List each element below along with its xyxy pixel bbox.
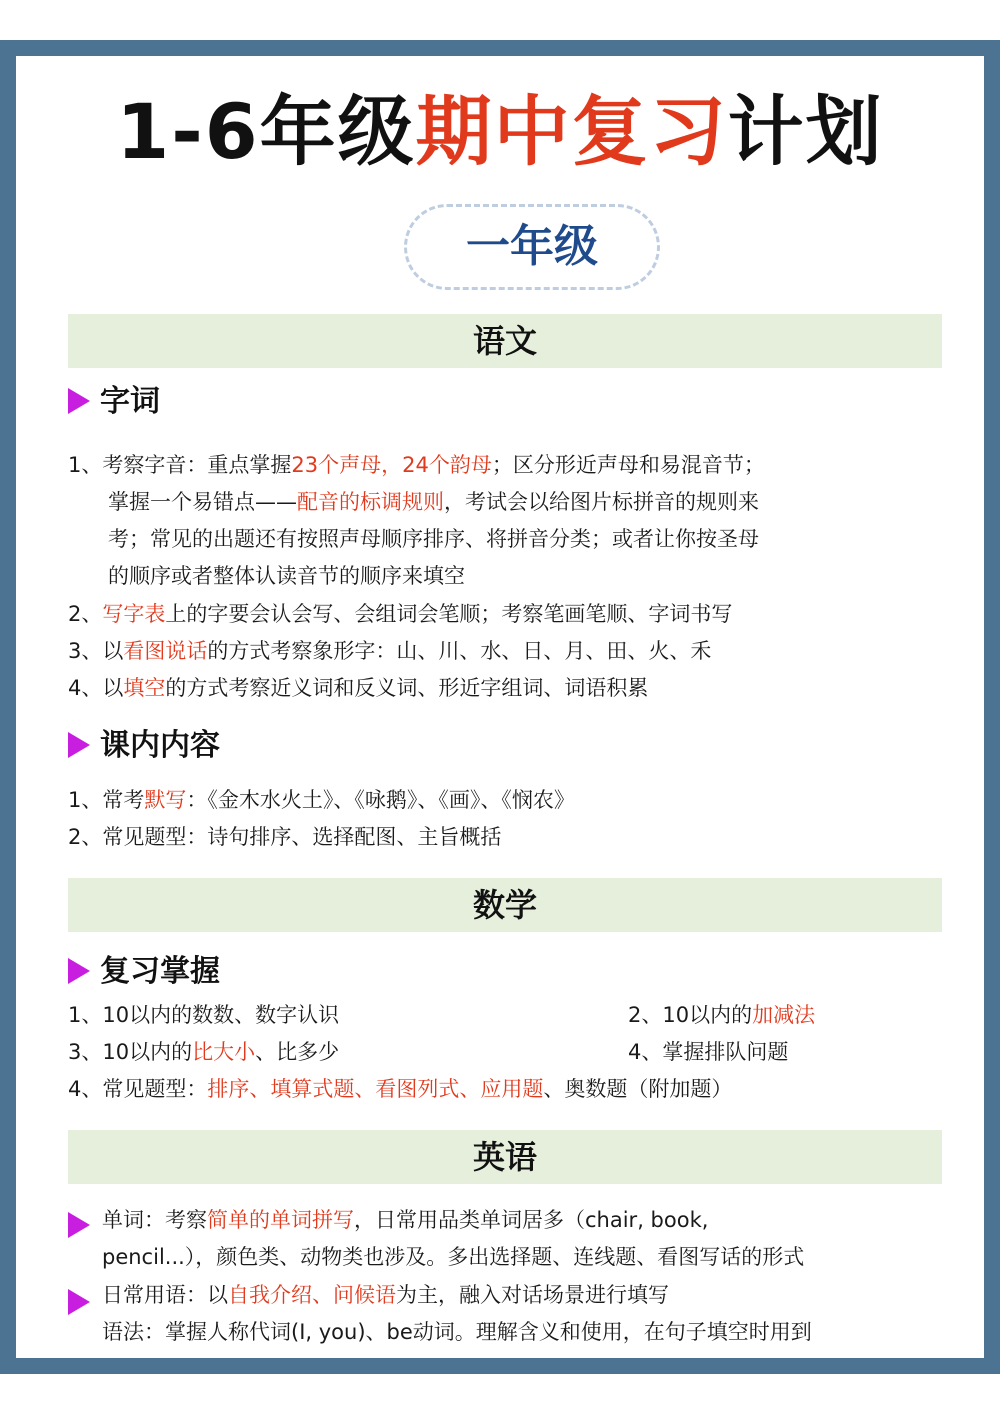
text: 、奥数题（附加题） [543,1077,733,1101]
list-item [68,636,711,666]
list-item: 4、掌握排队问题 [628,1040,789,1064]
list-item [68,785,575,815]
text: 单词：考察 [102,1208,207,1232]
triangle-bullet-icon [68,388,90,414]
highlight: 自我介绍、问候语 [228,1283,396,1307]
highlight: 写字表 [102,602,166,626]
subheading-label: 复习掌握 [100,954,220,989]
text: 的方式考察象形字：山、川、水、日、月、田、火、禾 [207,639,712,663]
subheading-label: 课内内容 [100,728,220,763]
list-item [102,1205,708,1235]
text: 上的字要会认会写、会组词会笔顺；考察笔画笔顺、字词书写 [165,602,733,626]
text: 掌握一个易错点—— [108,490,297,514]
subheading-zici [68,382,160,422]
list-item [68,1037,339,1067]
text: 1、常考 [68,788,145,812]
page-title [16,84,984,180]
section-header-chinese: 语文 [68,314,942,368]
grade-badge: 一年级 [404,204,660,290]
text: 日常用语：以 [102,1283,228,1307]
triangle-bullet-icon [68,732,90,758]
list-item-continued [108,487,759,517]
section-header-math: 数学 [68,878,942,932]
triangle-bullet-icon [68,958,90,984]
text: 、比多少 [255,1040,340,1064]
text: 3、以 [68,639,124,663]
highlight: 23个声母，24个韵母 [291,453,492,477]
title-part-review: 期中复习 [415,87,728,176]
highlight: 加减法 [752,1003,816,1027]
title-part-plan: 计划 [727,87,884,176]
highlight: 排序、填算式题、看图列式、应用题 [207,1077,544,1101]
list-item [68,599,732,629]
text: 4、以 [68,676,124,700]
text: ，日常用品类单词居多（chair, book, [354,1208,709,1232]
highlight: 看图说话 [123,639,208,663]
list-item-continued: 考；常见的出题还有按照声母顺序排序、将拼音分类；或者让你按圣母 [108,527,759,551]
text: ：《金木水火土》、《咏鹅》、《画》、《悯农》 [186,788,575,812]
list-item [68,673,648,703]
text: 的方式考察近义词和反义词、形近字组词、词语积累 [165,676,649,700]
list-item: 语法：掌握人称代词(I, you)、be动词。理解含义和使用，在句子填空时用到 [102,1320,812,1344]
text: 3、10以内的 [68,1040,193,1064]
highlight: 填空 [123,676,166,700]
list-item [102,1280,669,1310]
list-item-continued: pencil...），颜色类、动物类也涉及。多出选择题、连线题、看图写话的形式 [102,1245,805,1269]
page-frame [0,40,1000,1374]
highlight: 简单的单词拼写 [207,1208,354,1232]
text: 2、 [68,602,103,626]
title-part-grades: 1-6年级 [116,87,416,176]
text: ；区分形近声母和易混音节； [491,453,765,477]
section-header-english: 英语 [68,1130,942,1184]
text: 4、常见题型： [68,1077,208,1101]
triangle-bullet-icon [68,1289,90,1315]
text: ，考试会以给图片标拼音的规则来 [444,490,759,514]
text: 为主，融入对话场景进行填写 [396,1283,669,1307]
highlight: 默写 [144,788,187,812]
highlight: 配音的标调规则 [297,490,444,514]
list-item [68,450,765,480]
list-item: 1、10以内的数数、数字认识 [68,1003,340,1027]
list-item [628,1000,815,1030]
list-item-continued: 的顺序或者整体认读音节的顺序来填空 [108,564,465,588]
list-item: 2、常见题型：诗句排序、选择配图、主旨概括 [68,825,502,849]
text: 2、10以内的 [628,1003,753,1027]
subheading-label: 字词 [100,384,160,419]
subheading-fuxi [68,952,220,992]
text: 1、考察字音：重点掌握 [68,453,292,477]
subheading-kenei [68,726,220,766]
list-item [68,1074,732,1104]
highlight: 比大小 [192,1040,256,1064]
triangle-bullet-icon [68,1212,90,1238]
